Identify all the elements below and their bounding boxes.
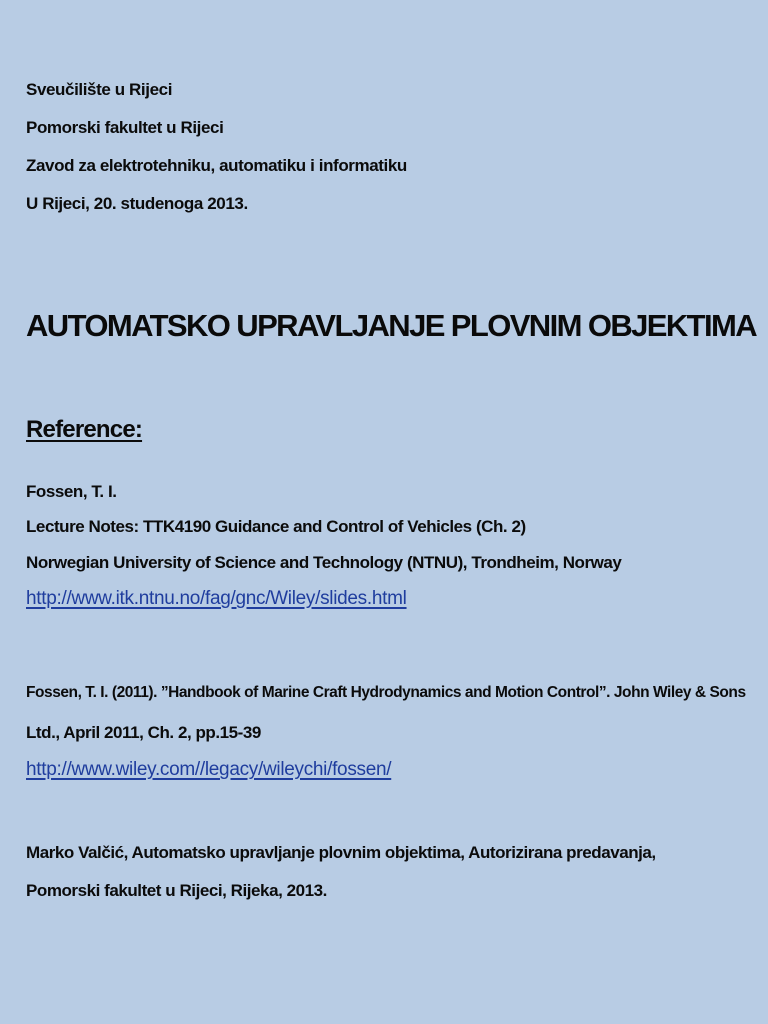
- reference-2-link[interactable]: http://www.wiley.com//legacy/wileychi/fossen/: [26, 759, 392, 780]
- faculty-name: Pomorski fakultet u Rijeci: [26, 118, 224, 137]
- department-name: Zavod za elektrotehniku, automatiku i informatiku: [26, 156, 407, 175]
- reference-2-line-1: Fossen, T. I. (2011). ”Handbook of Marine Craft Hydrodynamics and Motion Control”. John Wiley & Sons: [26, 684, 746, 701]
- reference-2-line-2: Ltd., April 2011, Ch. 2, pp.15-39: [26, 723, 261, 742]
- reference-1-link[interactable]: http://www.itk.ntnu.no/fag/gnc/Wiley/slides.html: [26, 588, 407, 609]
- reference-1-institution: Norwegian University of Science and Technology (NTNU), Trondheim, Norway: [26, 553, 622, 572]
- reference-3-line-1: Marko Valčić, Automatsko upravljanje plovnim objektima, Autorizirana predavanja,: [26, 843, 656, 862]
- reference-1-author: Fossen, T. I.: [26, 482, 117, 501]
- references-heading: Reference:: [26, 416, 143, 443]
- reference-1-title: Lecture Notes: TTK4190 Guidance and Control of Vehicles (Ch. 2): [26, 517, 526, 536]
- document-title: AUTOMATSKO UPRAVLJANJE PLOVNIM OBJEKTIMA: [26, 308, 756, 343]
- date-line: U Rijeci, 20. studenoga 2013.: [26, 194, 248, 213]
- university-name: Sveučilište u Rijeci: [26, 80, 173, 99]
- reference-3-line-2: Pomorski fakultet u Rijeci, Rijeka, 2013.: [26, 881, 327, 900]
